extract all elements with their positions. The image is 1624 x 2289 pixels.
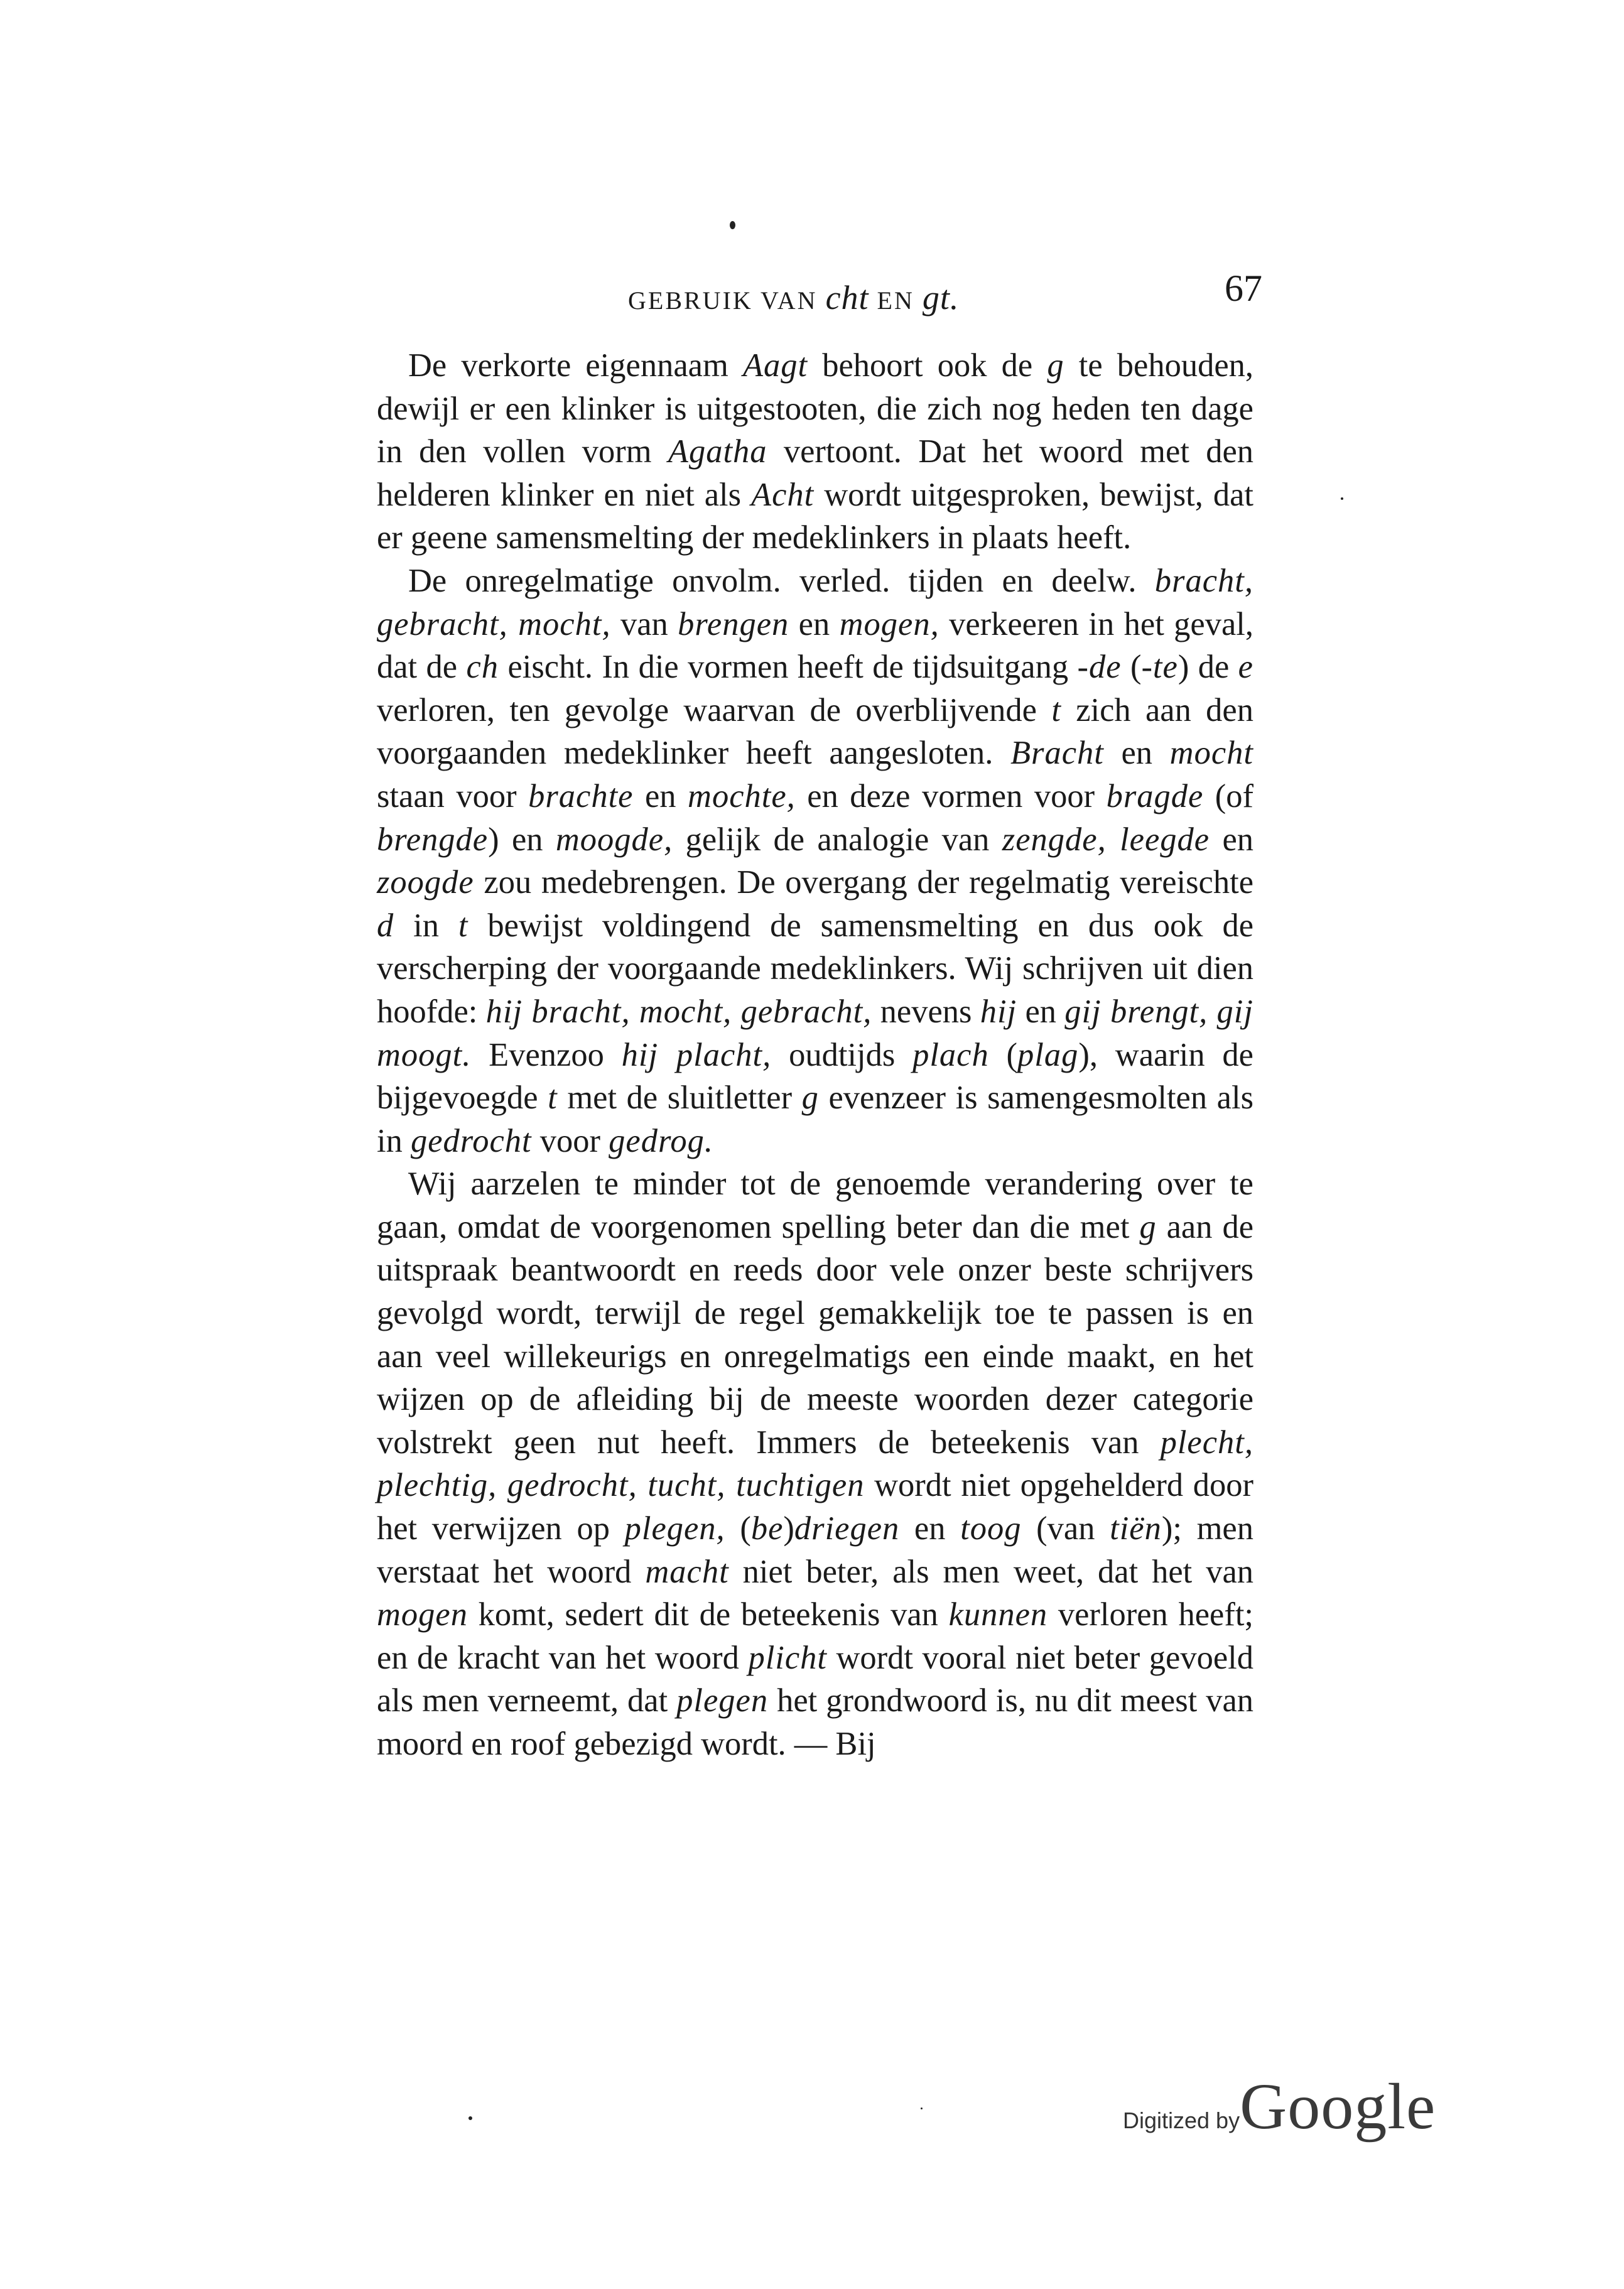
- running-head-text: GEBRUIK VAN: [628, 286, 826, 315]
- italic-term: Bracht: [1010, 735, 1104, 772]
- text-run: verloren, ten gevolge waarvan de overblijvende: [377, 691, 1052, 728]
- text-run: zou medebrengen. De overgang der regelmatig vereischte: [474, 864, 1253, 901]
- italic-term: Agatha: [668, 433, 767, 470]
- italic-term: gedrocht: [410, 1122, 532, 1159]
- text-run: en: [1210, 821, 1253, 858]
- italic-term: plicht: [748, 1639, 827, 1676]
- italic-term: e: [1238, 649, 1253, 686]
- text-run: en: [1017, 993, 1065, 1030]
- text-run: in: [394, 907, 458, 944]
- italic-term: be: [750, 1510, 784, 1547]
- text-run: wordt uitgesproken, bewijst, dat er geene samensmelting der medeklinkers in plaats heeft.: [377, 476, 1253, 556]
- italic-term: macht: [645, 1553, 729, 1590]
- scan-speck: [1341, 497, 1343, 500]
- text-run: vertoont. Dat het woord met den helderen klinker en niet als: [377, 433, 1253, 513]
- italic-term: plegen,: [624, 1510, 725, 1547]
- body-text: [377, 344, 1253, 1766]
- paragraph: [377, 560, 1253, 1162]
- text-run: eischt. In die vormen heeft de tijdsuitgang: [499, 649, 1078, 686]
- text-run: het grondwoord is, nu dit meest van moord en roof gebezigd wordt. — Bij: [377, 1682, 1253, 1762]
- text-run: en: [899, 1510, 961, 1547]
- text-run: gelijk de analogie van: [673, 821, 1002, 858]
- text-run: De verkorte eigennaam: [408, 347, 743, 384]
- italic-term: g: [1139, 1208, 1157, 1245]
- running-head: [628, 278, 959, 317]
- text-run: met de sluitletter: [557, 1080, 802, 1117]
- italic-term: bracht, gebracht, mocht,: [377, 562, 1253, 642]
- text-run: en: [633, 777, 688, 814]
- text-run: Wij aarzelen te minder tot de genoemde verandering over te gaan, omdat de voorgenomen spelling beter dan die met: [377, 1166, 1253, 1245]
- italic-term: zoogde: [377, 864, 474, 901]
- italic-term: brengen: [678, 605, 789, 642]
- text-run: behoort ook de: [808, 347, 1047, 384]
- text-run: verkeeren in het geval, dat de: [377, 605, 1253, 686]
- text-run: ) de: [1177, 649, 1238, 686]
- text-run: en: [1103, 735, 1170, 772]
- text-run: komt, sedert dit de beteekenis van: [467, 1596, 949, 1633]
- italic-term: brachte: [528, 777, 634, 814]
- italic-term: ch: [466, 649, 499, 686]
- text-run: wordt vooral niet beter gevoeld als men verneemt, dat: [377, 1639, 1253, 1719]
- italic-term: hij placht,: [621, 1036, 772, 1073]
- text-run: ): [783, 1510, 794, 1547]
- italic-term: mochte,: [688, 777, 796, 814]
- text-run: Evenzoo: [471, 1036, 622, 1073]
- italic-term: hij bracht, mocht, gebracht,: [485, 993, 872, 1030]
- italic-term: driegen: [794, 1510, 900, 1547]
- italic-term: d: [377, 907, 394, 944]
- italic-term: t: [548, 1080, 558, 1117]
- text-run: van: [610, 605, 678, 642]
- italic-term: plag: [1017, 1036, 1079, 1073]
- italic-term: t: [458, 907, 468, 944]
- italic-term: mogen,: [839, 605, 939, 642]
- italic-term: mogen: [377, 1596, 468, 1633]
- text-run: nevens: [872, 993, 980, 1030]
- italic-term: Acht: [751, 476, 815, 513]
- italic-term: kunnen: [948, 1596, 1048, 1633]
- text-run: (: [988, 1036, 1018, 1073]
- italic-term: mocht: [1169, 735, 1253, 772]
- italic-term: gedrog.: [609, 1122, 714, 1159]
- text-run: oudtijds: [771, 1036, 913, 1073]
- italic-term: g: [801, 1080, 819, 1117]
- italic-term: t: [1051, 691, 1061, 728]
- text-run: te behouden, dewijl er een klinker is uitgestooten, die zich nog heden ten dage in den vollen vorm: [377, 347, 1253, 470]
- page-header: [628, 267, 1262, 323]
- text-run: ); men verstaat het woord: [377, 1510, 1253, 1590]
- text-run: bewijst voldingend de samensmelting en dus ook de verscherping der voorgaande medeklinkers. Wij schrijven uit dien hoofde:: [377, 907, 1253, 1030]
- text-run: evenzeer is samengesmolten als in: [377, 1080, 1253, 1159]
- text-run: voor: [531, 1122, 609, 1159]
- paragraph: [377, 1162, 1253, 1765]
- italic-term: -de: [1077, 649, 1122, 686]
- text-run: ) en: [488, 821, 556, 858]
- italic-term: plach: [912, 1036, 989, 1073]
- italic-term: hij: [980, 993, 1017, 1030]
- italic-term: zengde, leegde: [1002, 821, 1210, 858]
- scan-speck: [921, 2108, 923, 2109]
- digitized-by-text: Digitized by: [1123, 2108, 1240, 2133]
- italic-term: plecht, plechtig, gedrocht, tucht, tuchtigen: [377, 1424, 1253, 1504]
- google-logo: Google: [1240, 2070, 1436, 2143]
- text-run: (of: [1203, 777, 1254, 814]
- italic-term: bragde: [1106, 777, 1204, 814]
- italic-term: g: [1047, 347, 1064, 384]
- italic-term: plegen: [676, 1682, 769, 1719]
- italic-term: toog: [960, 1510, 1022, 1547]
- text-run: niet beter, als men weet, dat het van: [728, 1553, 1254, 1590]
- text-run: zich aan den voorgaanden medeklinker heeft aangesloten.: [377, 691, 1253, 772]
- text-run: en deze vormen voor: [795, 777, 1107, 814]
- digitized-by-watermark: [1123, 2069, 1475, 2143]
- italic-term: tiën: [1110, 1510, 1162, 1547]
- text-run: ), waarin de bijgevoegde: [377, 1036, 1253, 1117]
- text-run: (: [725, 1510, 751, 1547]
- text-run: en: [789, 605, 840, 642]
- italic-term: Aagt: [742, 347, 808, 384]
- running-head-cht: cht: [825, 279, 869, 317]
- page-number: 67: [1225, 268, 1262, 309]
- text-run: (van: [1021, 1510, 1110, 1547]
- paragraph: [377, 344, 1253, 560]
- scan-speck: [730, 221, 735, 229]
- running-head-gt: gt.: [922, 279, 960, 317]
- italic-term: -te: [1141, 649, 1178, 686]
- text-run: staan voor: [377, 777, 529, 814]
- text-run: De onregelmatige onvolm. verled. tijden en deelw.: [408, 562, 1155, 599]
- text-run: verloren heeft; en de kracht van het woord: [377, 1596, 1253, 1676]
- scan-speck: [468, 2116, 472, 2120]
- running-head-conjunction: EN: [869, 286, 923, 315]
- text-run: aan de uitspraak beantwoordt en reeds door vele onzer beste schrijvers gevolgd wordt, terwijl de regel gemakkelijk toe te passen is en aan veel willekeurigs en onregelmatigs een einde maakt, en het wijzen op de afleiding bij de meeste woorden dezer categorie volstrekt geen nut heeft. Immers de beteekenis van: [377, 1208, 1254, 1461]
- text-run: wordt niet opgehelderd door het verwijzen op: [377, 1467, 1254, 1547]
- italic-term: gij brengt, gij moogt.: [377, 993, 1253, 1073]
- italic-term: brengde: [377, 821, 489, 858]
- text-run: (: [1121, 649, 1142, 686]
- italic-term: moogde,: [555, 821, 673, 858]
